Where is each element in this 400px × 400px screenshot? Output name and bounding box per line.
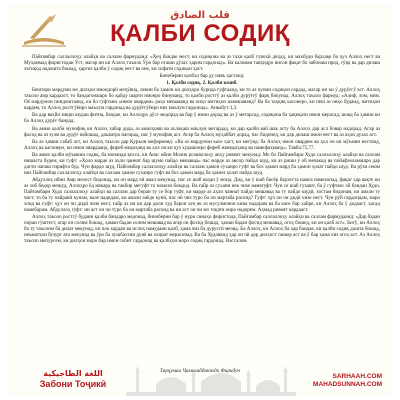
- language-label: [18, 369, 128, 389]
- paragraph: Бештари мардуми мо дилҳои имондорӣ меҷӯянд, лекин ба ҳамон ки дилҳоро бурида гуфтаанд, ки то аз чунин содиқон гардад, магар ин ки ӯ дурӯғгӯ аст. Аллоҳ таъоло амр кардааст, то бандагонашро бо қайду шарти имонро бинуванд, то қалби ростгӯ аз қалби дурӯғгӯ фарқ бикунад. Аллоҳ таъоло фармуд: «Алиф, лом, мим. Оё мардумон пиндоштаанд, ки бо гуфтани «имон овардем» раҳо мешаванд ва онҳо имтиҳон намешаванд? Ва ба таҳқиқ касонеро, ки пеш аз онҳо буданд, имтиҳон кардем, то Аллоҳ ростгӯёнро маълум гардонад ва дурӯғгӯёнро низ маълум гардонад». Анкабут:1,3.: [24, 87, 380, 112]
- paragraph: Ва аммо қалби мунофиқ ки Аллоҳ хабар дода, аз амалҳояш ва ахлоқаш маълум мегардад, ки дар қалби вай шак асту ба Аллоҳ дар асл бовар надорад. Агар аз фасод ва аз зулм ва дурӯғ набошад, даъватро нагирад, пас ӯ мунофиқ аст. Агар ба Аллоҳ муҳаббат дорад, пас бидонед, ки дар дилаш имон нест ва аз аҳли дузах аст.: [24, 125, 380, 138]
- paragraph: Биноберин қалбҳо бар ду навъ ҳастанд:: [159, 73, 245, 80]
- tajik-language-label: Забони Тоҷикӣ: [39, 379, 107, 389]
- paragraph: Абдуллоҳ ибни Амр мехост бидонад, ки он мард чӣ амал мекунад, пас се шаб назди ӯ монд. Дид, ки ӯ шаб бисёр бархеста намоз намехонад, фақат ҳар вақте ки аз хоб бедор мешуд, Аллоҳро ёд мекард ва такбир мегуфт то намози бомдод. Ва ғайр аз сухани нек чизе намегуфт. Чун се шаб гузашт, ба ӯ гуфтам: эй бандаи Худо, Пайғамбари Худо саллаллоҳу алайҳи ва саллам дар бораи ту се бор гуфт, ки марде аз аҳли ҷаннат пайдо мешавад ва ту пайдо шудӣ, хостам бидонам, ки амали ту чист, то ба ту пайравӣ кунам, вале надидам, ки амали зиёде кунӣ, пас чӣ чиз туро ба он мартаба расонд? Гуфт: ҷуз он чи дидӣ чизе нест. Чун рӯй гардондам, маро хонд ва гуфт: ҷуз он чи дидӣ чизе нест, ғайр аз ин ки дар дили худ барои ҳеҷ як аз мусулмонон кина надорам ва ба касе бар хайре, ки Аллоҳ ба ӯ додааст, ҳасад намебарам. Абдуллоҳ гуфт: ин аст он чи туро ба он мартаба расонд ва ин аст он чи мо тоқати онро надорем. Аҳмад ривоят кардааст.: [24, 176, 380, 214]
- website-link[interactable]: SARHAAH.COM: [332, 373, 382, 380]
- page-title: ҚАЛБИ СОДИҚ: [110, 20, 290, 47]
- website-links: [313, 373, 382, 389]
- translator-credit: Тарҷумаи Ҷамолиддинзода Фаридун: [160, 368, 240, 374]
- arabic-language-label: اللغة الطاجيكية: [43, 369, 103, 378]
- article-body: [24, 54, 380, 245]
- arabic-title: قلب الصادق: [170, 10, 230, 21]
- paragraph: Аллоҳ таъоло ростгӯ будани қалби бандаро медонад, биноберин бар ӯ нури синаҳо фиристода, Пайғамбар саллаллоҳу алайҳи ва саллам фармудаанд: «Дар бадан пораи гӯштест, агар он солим бошад, ҳамаи бадан солим мешавад ва агар он фосид бошад, ҳамаи бадан фосид мешавад, огоҳ бошед, ки он қалб аст». Бигӯ, ки Аллоҳ ба ту таъолим ба дилат мекунад, ки пок кардан ва ислоҳ намудани қалб, ҳама чиз ба дурустӣ меояд. Ба Аллоҳ, ки Аллоҳ ба ҳар бандае, ки қалби содиқ дошта бошад, неъматҳои бузург ато мекунад ва ӯро ба хушбахтии дунё ва охират мерасонад. Ва ба Худованд ҳар он чӣ дар дилҳост ошкор аст ва ӯ бар ҳама чиз огоҳ аст. Аз Аллоҳ таъоло мепурсем, ки дилҳои моро бар имон собит гардонад ва қалбҳои моро содиқ гардонад. Вассалом.: [24, 214, 380, 245]
- paragraph: Ва дар ваҳйи зикри шудаи фитна, бандае, ки Аллоҳро дӯст медорад ва бар ӯ имон дорад ва аз ӯ метарсад, содиқона ба ҳақиқати имон мерасад, шояд ба ҳамин ки ба Аллоҳ дурӯғ бандад.: [24, 112, 380, 125]
- paragraph: Пайғамбар саллаллоҳу алайҳи ва саллам фармуданд: «Ҳеҷ бандае мест, ки содиқона ва аз таҳи қалб гувоҳӣ диҳад, ки маъбуди барҳақе ба ҷуз Аллоҳ нест ва Муҳаммад фиристодаи Ӯст, магар ин ки Аллоҳ таъоло Ӯро бар оташи дӯзах ҳаром гардонад». Ва каломаи тавҳидро инсон фақат бо забонаш ирод, гӯяд ва дар дилаш эътиқод надошта бошад, ҳаргиз қалби ӯ содиқ нест ва оне, ки сифати содиқон ҳаст.: [24, 54, 380, 73]
- paragraph: Ва аз ҳамин сабаб аст, ки Аллоҳ таъоло дар Қуръон мефармояд: «Ва аз мардумон касе ҳаст, ки мегӯяд: ба Аллоҳ имон овардем ва ҳол он ки мӯъмин нестанд, Аллоҳ ва касонеро, ки имон овардаанд, фиреб медиҳанд ва ҳол он ки ҷуз худашонро фиреб намедиҳанд ва намефаҳманд». Тавба:75,77.: [24, 138, 380, 151]
- subheading: 1. Қалби содиқ. 2. Қалби козиб.: [166, 80, 238, 87]
- mosque-skyline-decoration: [126, 364, 296, 396]
- website-link[interactable]: MAHADSUNNAH.COM: [313, 381, 382, 388]
- document-page: [6, 4, 394, 396]
- paragraph: Ва аммо қалби мӯъмини содиқ, ба монанди қисса, ки Анас ибни Молик розияллоҳу анҳу ривоят мекунад: Мо бо Пайғамбари Худо саллаллоҳу алайҳи ва саллам нишаста будем, ки гуфт: «Ҳоло марде аз аҳли ҷаннат бар шумо пайдо мешавад» пас марде аз ансор пайдо шуд, ки аз риши ӯ об мечакид ва пойафзоламашро дар дасти чапаш гирифта буд. Чун фардо шуд, Пайғамбар саллаллоҳу алайҳи ва саллам ҳамон суханро гуфт ва боз ҳамон мард ба ҳамон ҳолат пайдо шуд. Ва рӯзи сеюм низ Пайғамбар саллаллоҳу алайҳи ва саллам ҳамон суханро гуфт ва боз ҳамон мард ба ҳамон ҳолат пайдо шуд.: [24, 151, 380, 176]
